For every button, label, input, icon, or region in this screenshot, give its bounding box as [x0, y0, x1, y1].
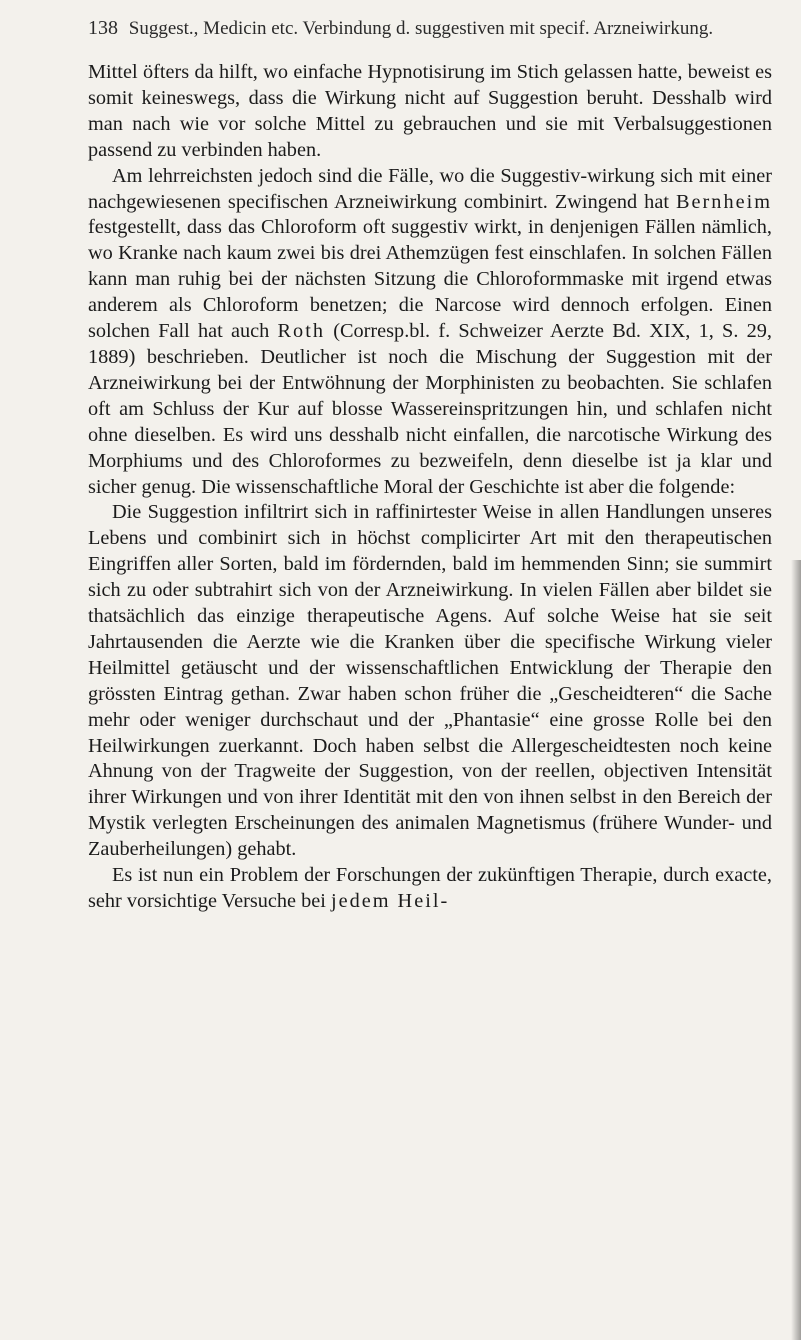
page-edge-shadow — [791, 560, 801, 1340]
author-name-roth: Roth — [277, 320, 325, 343]
paragraph-1: Mittel öfters da hilft, wo einfache Hypnotisirung im Stich gelassen hatte, beweist es somit keineswegs, dass die Wirkung nicht auf Suggestion beruht. Desshalb wird man nach wie vor solche Mittel zu gebrauchen und sie mit Verbalsuggestionen passend zu verbinden haben. — [88, 61, 772, 161]
paragraph-2-text-a: Am lehrreichsten jedoch sind die Fälle, wo die Suggestiv-wirkung sich mit einer nachgewiesenen specifischen Arzneiwirkung combinirt. Zwingend hat — [88, 164, 772, 213]
running-title: Suggest., Medicin etc. Verbindung d. suggestiven mit specif. Arzneiwirkung. — [128, 18, 714, 39]
page-number: 138 — [88, 17, 118, 39]
paragraph-4-text: Es ist nun ein Problem der Forschungen der zukünftigen Therapie, durch exacte, sehr vorsichtige Versuche bei — [88, 864, 772, 912]
body-text — [88, 60, 772, 915]
paragraph-2-text-b: festgestellt, dass das Chloroform oft suggestiv wirkt, in denjenigen Fällen nämlich, wo Kranke nach kaum zwei bis drei Athemzügen fest einschlafen. In solchen Fällen kann man ruhig bei der nächsten Sitzung die Chloroformmaske mit irgend etwas anderem als Chloroform benetzen; die Narcose wird dennoch erfolgen. Einen solchen Fall hat auch — [88, 216, 772, 343]
paragraph-2-text-c: (Corresp.bl. f. Schweizer Aerzte Bd. XIX, 1, S. 29, 1889) beschrieben. Deutlicher ist noch die Mischung der Suggestion mit der Arzneiwirkung bei der Entwöhnung der Morphinisten zu beobachten. Sie schlafen oft am Schluss der Kur auf blosse Wassereinspritzungen hin, und schlafen nicht ohne dieselben. Es wird uns desshalb nicht einfallen, die narcotische Wirkung des Morphiums und des Chloroformes zu bezweifeln, denn dieselbe ist ja klar und sicher genug. Die wissenschaftliche Moral der Geschichte ist aber die folgende: — [88, 320, 772, 498]
paragraph-2 — [88, 164, 772, 501]
author-name-bernheim: Bernheim — [676, 190, 772, 213]
paragraph-4 — [88, 863, 772, 915]
paragraph-4-emphasis: jedem Heil- — [330, 890, 450, 912]
paragraph-3: Die Suggestion infiltrirt sich in raffinirtester Weise in allen Handlungen unseres Lebens und combinirt sich in höchst complicirter Art mit den therapeutischen Eingriffen aller Sorten, bald im fördernden, bald im hemmenden Sinn; sie summirt sich zu oder subtrahirt sich von der Arzneiwirkung. In vielen Fällen aber bildet sie thatsächlich das einzige therapeutische Agens. Auf solche Weise hat sie seit Jahrtausenden die Aerzte wie die Kranken über die specifische Wirkung vieler Heilmittel getäuscht und der wissenschaftlichen Entwicklung der Therapie den grössten Eintrag gethan. Zwar haben schon früher die „Gescheidteren“ die Sache mehr oder weniger durchschaut und der „Phantasie“ eine grosse Rolle bei den Heilwirkungen zuerkannt. Doch haben selbst die Allergescheidtesten noch keine Ahnung von der Tragweite der Suggestion, von der reellen, objectiven Intensität ihrer Wirkungen und von ihrer Identität mit den von ihnen selbst in den Bereich der Mystik verlegten Erscheinungen des animalen Magnetismus (frühere Wunder- und Zauberheilungen) gehabt. — [88, 501, 772, 861]
running-header — [88, 16, 778, 41]
